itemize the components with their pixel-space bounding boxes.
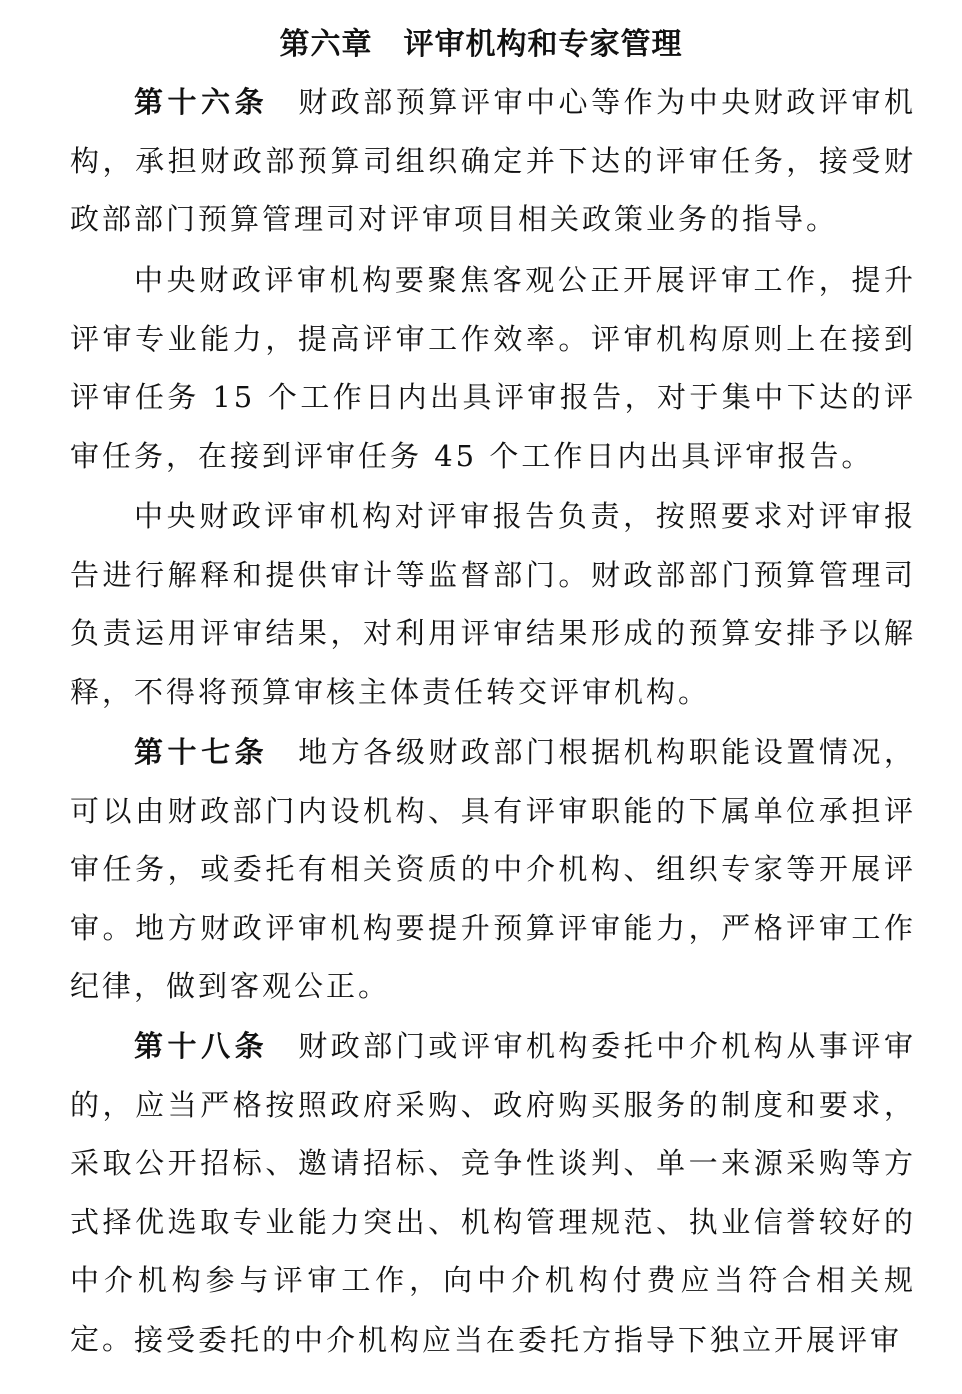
paragraph-article-16 (70, 73, 916, 249)
chapter-title: 第六章 评审机构和专家管理 (279, 27, 683, 62)
article-label: 第十七条 (134, 735, 269, 769)
article-label: 第十六条 (134, 85, 269, 119)
paragraph-text: 地方各级财政部门根据机构职能设置情况，可以由财政部门内设机构、具有评审职能的下属单位承担评审任务，或委托有相关资质的中介机构、组织专家等开展评审。地方财政评审机构要提升预算评审能力，严格评审工作纪律，做到客观公正。 (70, 735, 916, 1004)
paragraph-text: 中央财政评审机构对评审报告负责，按照要求对评审报告进行解释和提供审计等监督部门。财政部部门预算管理司负责运用评审结果，对利用评审结果形成的预算安排予以解释，不得将预算审核主体责任转交评审机构。 (70, 499, 916, 709)
paragraph-text: 财政部预算评审中心等作为中央财政评审机构，承担财政部预算司组织确定并下达的评审任务，接受财政部部门预算管理司对评审项目相关政策业务的指导。 (70, 85, 916, 237)
paragraph-text: 接受委托的中介机构应当在委托方指导下独立开展评审 (134, 1323, 903, 1357)
article-label: 第十八条 (134, 1029, 269, 1063)
paragraph-article-17 (70, 723, 916, 1016)
paragraph-text: 财政部门或评审机构委托中介机构从事评审的，应当严格按照政府采购、政府购买服务的制度和要求，采取公开招标、邀请招标、竞争性谈判、单一来源采购等方式择优选取专业能力突出、机构管理规范、执业信誉较好的中介机构参与评审工作，向中介机构付费应当符合相关规定。 (70, 1029, 916, 1356)
paragraph-review-efficiency (70, 251, 916, 485)
paragraph-agency-independence (70, 1311, 916, 1370)
paragraph-text: 中央财政评审机构要聚焦客观公正开展评审工作，提升评审专业能力，提高评审工作效率。评审机构原则上在接到评审任务 15 个工作日内出具评审报告，对于集中下达的评审任务，在接到评审任务 45 个工作日内出具评审报告。 (70, 263, 916, 473)
paragraph-review-report (70, 487, 916, 721)
